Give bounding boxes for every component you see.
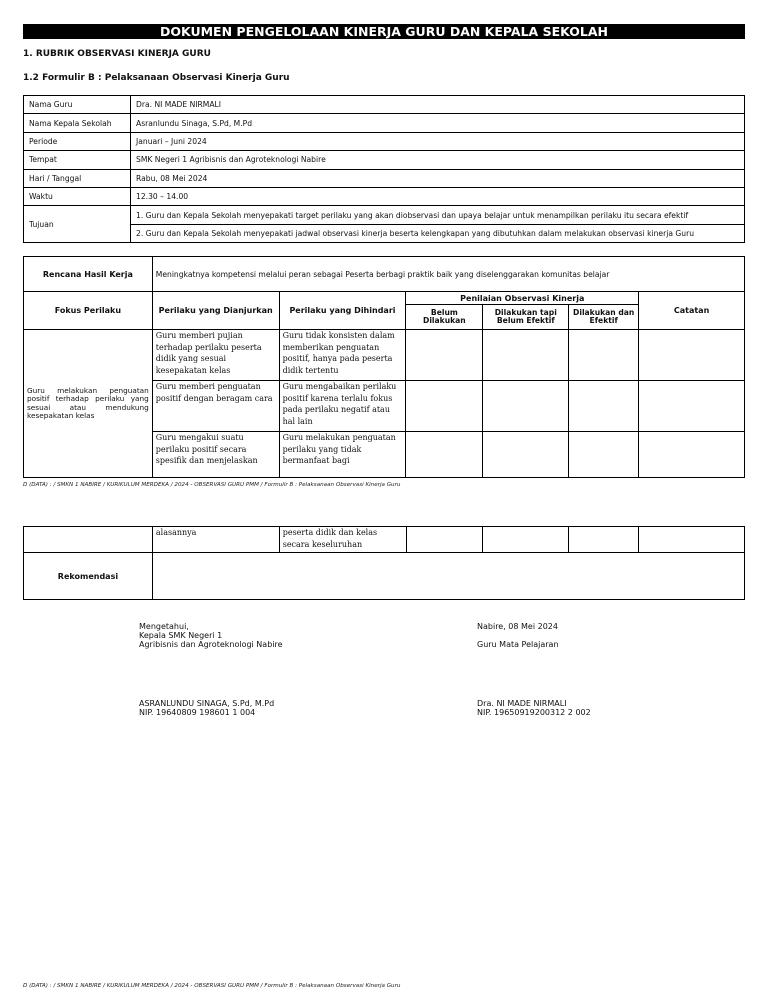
sig-name: ASRANLUNDU SINAGA, S.Pd, M.Pd — [139, 699, 275, 708]
info-label: Tempat — [24, 151, 131, 169]
page-footer: D (DATA) : / SMKN 1 NABIRE / KURIKULUM MERDEKA / 2024 - OBSERVASI GURU PMM / Formulir B : Pelaksanaan Observasi Kinerja Guru — [23, 482, 401, 488]
info-label: Nama Guru — [24, 96, 131, 114]
info-value: Rabu, 08 Mei 2024 — [131, 169, 745, 187]
belum-cell[interactable] — [406, 432, 483, 478]
efektif-cell[interactable] — [569, 432, 639, 478]
sig-text: Kepala SMK Negeri 1 — [139, 631, 223, 640]
info-value: Asranlundu Sinaga, S.Pd, M.Pd — [131, 114, 745, 132]
tapi-cell[interactable] — [483, 330, 569, 381]
tujuan-item: 2. Guru dan Kepala Sekolah menyepakati jadwal observasi kinerja beserta kelengkapan yang dibutuhkan dalam melakukan observasi kinerja Guru — [131, 224, 745, 242]
col-efektif: Dilakukan dan Efektif — [569, 305, 639, 330]
col-tapi: Dilakukan tapi Belum Efektif — [483, 305, 569, 330]
info-label: Periode — [24, 132, 131, 150]
catatan-cell[interactable] — [639, 432, 745, 478]
rekomendasi-value[interactable] — [152, 553, 744, 600]
col-penilaian: Penilaian Observasi Kinerja — [406, 292, 639, 305]
continuation-table — [23, 526, 745, 600]
fokus-text: Guru melakukan penguatan positif terhadap perilaku yang sesuai atau mendukung kesepakatan kelas — [24, 330, 153, 478]
dihindari-cell: Guru melakukan penguatan perilaku yang tidak bermanfaat bagi — [279, 432, 406, 478]
info-row — [24, 169, 745, 187]
info-row — [24, 151, 745, 169]
sig-text: Mengetahui, — [139, 622, 189, 631]
page-footer-bottom: D (DATA) : / SMKN 1 NABIRE / KURIKULUM MERDEKA / 2024 - OBSERVASI GURU PMM / Formulir B : Pelaksanaan Observasi Kinerja Guru — [23, 983, 401, 989]
tapi-cell[interactable] — [483, 432, 569, 478]
signature-right-header — [477, 622, 559, 649]
info-value: Januari – Juni 2024 — [131, 132, 745, 150]
rekomendasi-label: Rekomendasi — [24, 553, 153, 600]
tujuan-label: Tujuan — [24, 206, 131, 243]
sig-text: Guru Mata Pelajaran — [477, 640, 559, 649]
info-value: SMK Negeri 1 Agribisnis dan Agroteknologi Nabire — [131, 151, 745, 169]
dianjurkan-cell: Guru memberi pujian terhadap perilaku peserta didik yang sesuai kesepakatan kelas — [152, 330, 279, 381]
info-row — [24, 132, 745, 150]
sig-nip: NIP. 19640809 198601 1 004 — [139, 708, 256, 717]
signature-left-header — [139, 622, 283, 649]
header-row — [24, 292, 745, 305]
sig-text: Agribisnis dan Agroteknologi Nabire — [139, 640, 283, 649]
sig-nip: NIP. 19650919200312 2 002 — [477, 708, 591, 717]
dianjurkan-cell: Guru memberi penguatan positif dengan beragam cara — [152, 381, 279, 432]
dianjurkan-cell: Guru mengakui suatu perilaku positif secara spesifik dan menjelaskan — [152, 432, 279, 478]
dihindari-cell: Guru mengabaikan perilaku positif karena terlalu fokus pada perilaku negatif atau hal lain — [279, 381, 406, 432]
section-heading: 1. RUBRIK OBSERVASI KINERJA GURU — [23, 49, 211, 59]
catatan-cell[interactable] — [639, 330, 745, 381]
efektif-cell[interactable] — [569, 381, 639, 432]
catatan-cell[interactable] — [639, 527, 745, 553]
sig-name: Dra. NI MADE NIRMALI — [477, 699, 567, 708]
rencana-label: Rencana Hasil Kerja — [24, 257, 153, 292]
info-label: Hari / Tanggal — [24, 169, 131, 187]
col-dihindari: Perilaku yang Dihindari — [279, 292, 406, 330]
col-belum: Belum Dilakukan — [406, 305, 483, 330]
tapi-cell[interactable] — [483, 527, 569, 553]
tujuan-row — [24, 206, 745, 224]
signature-left-name — [139, 699, 274, 717]
info-value: 12.30 – 14.00 — [131, 187, 745, 205]
belum-cell[interactable] — [406, 527, 483, 553]
behavior-row — [24, 330, 745, 381]
info-table — [23, 95, 745, 243]
observation-table — [23, 256, 745, 478]
info-value: Dra. NI MADE NIRMALI — [131, 96, 745, 114]
tujuan-item: 1. Guru dan Kepala Sekolah menyepakati target perilaku yang akan diobservasi dan upaya belajar untuk menampilkan perilaku itu secara efektif — [131, 206, 745, 224]
signature-right-name — [477, 699, 591, 717]
document-title: DOKUMEN PENGELOLAAN KINERJA GURU DAN KEPALA SEKOLAH — [23, 24, 745, 39]
rekomendasi-row — [24, 553, 745, 600]
info-label: Waktu — [24, 187, 131, 205]
info-row — [24, 114, 745, 132]
info-label: Nama Kepala Sekolah — [24, 114, 131, 132]
sig-text: Nabire, 08 Mei 2024 — [477, 622, 558, 631]
belum-cell[interactable] — [406, 330, 483, 381]
tapi-cell[interactable] — [483, 381, 569, 432]
info-row — [24, 96, 745, 114]
tujuan-row — [24, 224, 745, 242]
fokus-continued — [24, 527, 153, 553]
catatan-cell[interactable] — [639, 381, 745, 432]
dianjurkan-cell: alasannya — [152, 527, 279, 553]
dihindari-cell: peserta didik dan kelas secara keseluruhan — [279, 527, 406, 553]
rencana-value: Meningkatnya kompetensi melalui peran sebagai Peserta berbagi praktik baik yang diselenggarakan komunitas belajar — [152, 257, 744, 292]
info-row — [24, 187, 745, 205]
belum-cell[interactable] — [406, 381, 483, 432]
col-catatan: Catatan — [639, 292, 745, 330]
efektif-cell[interactable] — [569, 330, 639, 381]
efektif-cell[interactable] — [569, 527, 639, 553]
behavior-row-continued — [24, 527, 745, 553]
dihindari-cell: Guru tidak konsisten dalam memberikan penguatan positif, hanya pada peserta didik tertentu — [279, 330, 406, 381]
col-dianjurkan: Perilaku yang Dianjurkan — [152, 292, 279, 330]
subsection-heading: 1.2 Formulir B : Pelaksanaan Observasi Kinerja Guru — [23, 73, 290, 83]
rencana-row — [24, 257, 745, 292]
col-fokus: Fokus Perilaku — [24, 292, 153, 330]
